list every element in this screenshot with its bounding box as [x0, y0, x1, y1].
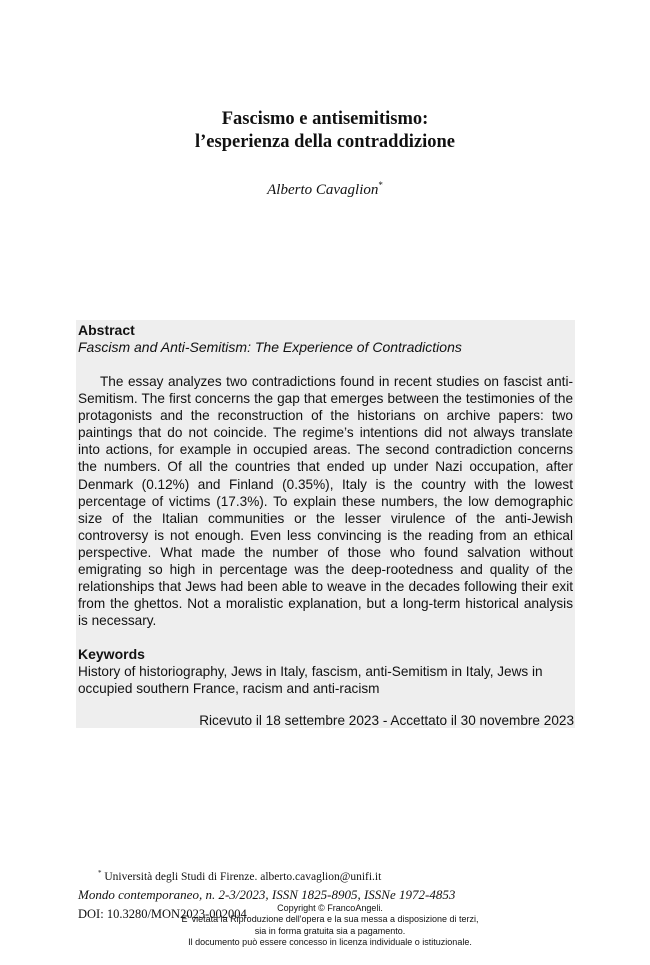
footnote-marker: *	[98, 869, 102, 877]
doi-line: DOI: 10.3280/MON2023-002004	[78, 907, 247, 921]
footnote-text: Università degli Studi di Firenze. alberto.cavaglion@unifi.it	[104, 870, 382, 883]
keywords-text: History of historiography, Jews in Italy, fascism, anti-Semitism in Italy, Jews in occupied southern France, racism and anti-racism	[78, 664, 543, 697]
journal-citation: Mondo contemporaneo, n. 2-3/2023, ISSN 1825-8905, ISSNe 1972-4853	[78, 887, 456, 902]
author-name	[0, 180, 650, 199]
copyright-line: Il documento può essere concesso in licenza individuale o istituzionale.	[188, 937, 472, 948]
copyright-line: Copyright © FrancoAngeli.	[277, 903, 383, 913]
author-footnote	[98, 866, 381, 884]
abstract-body: The essay analyzes two contradictions found in recent studies on fascist anti-Semitism. The first concerns the gap that emerges between the testimonies of the protagonists and the reconstruction of the historians on archive papers: two paintings that do not coincide. The regime’s intentions did not always translate into actions, for example in occupied areas. The second contradiction concerns the numbers. Of all the countries that ended up under Nazi occupation, after Denmark (0.12%) and Finland (0.35%), Italy is the country with the lowest percentage of victims (17.3%). To explain these numbers, the low demographic size of the Italian communities or the lesser virulence of the anti-Jewish controversy is not enough. Even less convincing is the reading from an ethical perspective. What made the number of those who found salvation without emigrating so high in percentage was the deep-rootedness and quality of the relationships that Jews had been able to weave in the decades following their exit from the ghettos. Not a moralistic explanation, but a long-term historical analysis is necessary.	[78, 374, 573, 629]
author-name-text: Alberto Cavaglion	[267, 182, 379, 198]
copyright-line: E' vietata la Riproduzione dell'opera e la sua messa a disposizione di terzi,	[181, 914, 479, 925]
received-accepted-dates: Ricevuto il 18 settembre 2023 - Accettato il 30 novembre 2023	[199, 713, 574, 728]
keywords-heading: Keywords	[78, 646, 145, 662]
article-title-line-1: Fascismo e antisemitismo:	[221, 109, 429, 129]
article-title-line-2: l’esperienza della contraddizione	[195, 132, 455, 152]
abstract-heading: Abstract	[78, 322, 135, 338]
author-footnote-marker: *	[378, 180, 383, 190]
copyright-line: sia in forma gratuita sia a pagamento.	[254, 925, 406, 936]
copyright-notice	[150, 903, 510, 949]
abstract-subtitle: Fascism and Anti-Semitism: The Experience of Contradictions	[78, 339, 462, 355]
